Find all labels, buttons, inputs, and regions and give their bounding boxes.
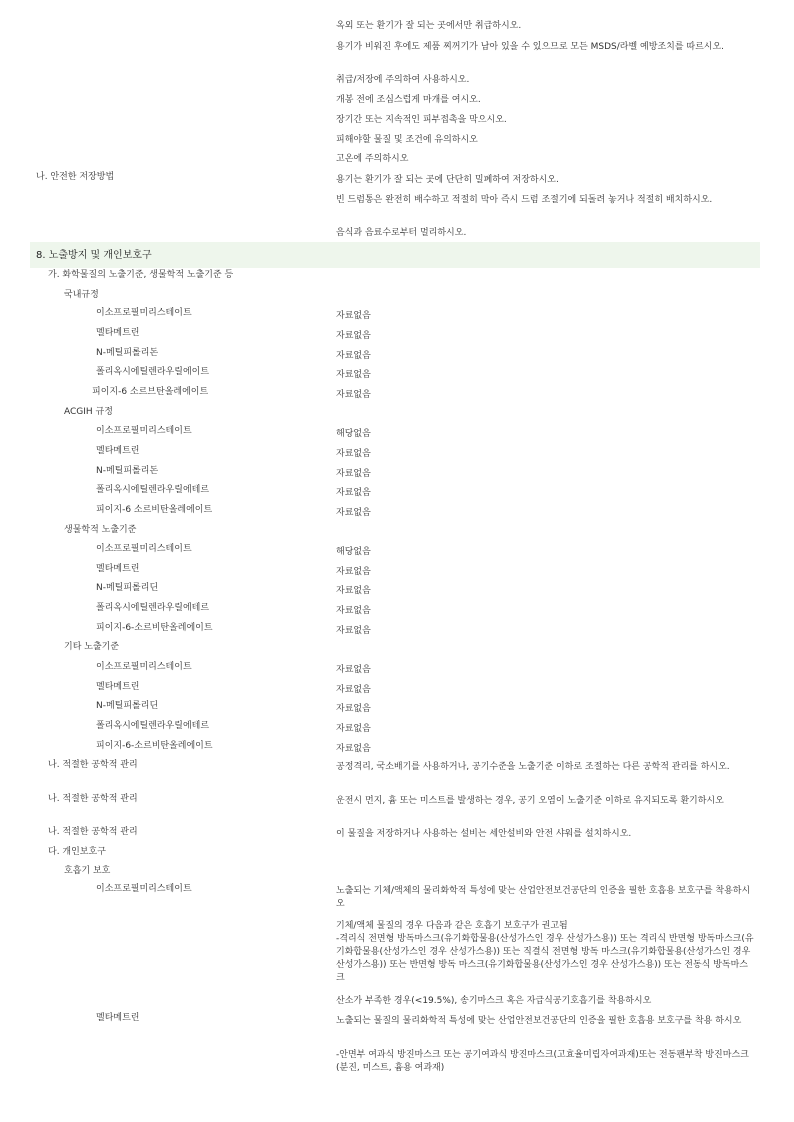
substance-name: 멜타메트린: [96, 564, 140, 574]
engineering-text: 운전시 먼지, 흄 또는 미스트를 발생하는 경우, 공기 오염이 노출기준 이하로 유지되도록 환기하시오: [336, 796, 724, 806]
substance-name: 피이지-6 소르브탄올레에이트: [92, 387, 209, 397]
engineering-label: 나. 적절한 공학적 관리: [48, 827, 138, 837]
handling-text: 피해야할 물질 및 조건에 유의하시오: [336, 135, 478, 145]
substance-name: 이소프로필미리스테이트: [96, 308, 192, 318]
substance-name: N-메틸피롤리딘: [96, 583, 159, 593]
respiratory-text: -안면부 여과식 방진마스크 또는 공기여과식 방진마스크(고효율미립자여과재)또는 전동팬부착 방진마스크(분진, 미스트, 흄용 여과재): [336, 1050, 749, 1073]
substance-value: 자료없음: [336, 390, 371, 400]
substance-name: 폴리옥시에틸렌라우릴에테르: [96, 721, 210, 731]
other-label: 기타 노출기준: [64, 642, 120, 652]
substance-value: 자료없음: [336, 626, 371, 636]
substance-value: 자료없음: [336, 606, 371, 616]
substance-name: 폴리옥시에틸렌라우릴에테르: [96, 603, 210, 613]
section-8-header: [30, 242, 760, 268]
substance-value: 자료없음: [336, 744, 371, 754]
substance-value: 자료없음: [336, 586, 371, 596]
respiratory-text: 기체/액체 물질의 경우 다음과 같은 호흡기 보호구가 권고됨 -격리식 전면형 방독마스크(유기화합물용(산성가스인 경우 산성가스용)) 또는 격리식 반면형 방독마스크(유기화합물용(산성가스인 경우 산성가스용)) 또는 직결식 전면형 방독 마스크(유기화합물용(산성가스인 경우 산성가스용)) 또는 반면형 방독 마스크(유기화합물용(산성가스인 경우 산성가스용)) 또는 전동식 방독마스크: [336, 921, 754, 983]
ppe-heading: 다. 개인보호구: [48, 847, 106, 857]
substance-name: N-메틸피롤리딘: [96, 701, 159, 711]
substance-name: 이소프로필미리스테이트: [96, 426, 192, 436]
handling-text: 취급/저장에 주의하여 사용하시오.: [336, 75, 470, 85]
substance-value: 자료없음: [336, 724, 371, 734]
engineering-label: 나. 적절한 공학적 관리: [48, 794, 138, 804]
substance-value: 해당없음: [336, 547, 371, 557]
substance-name: 멜타메트린: [96, 328, 140, 338]
substance-value: 자료없음: [336, 469, 371, 479]
engineering-label: 나. 적절한 공학적 관리: [48, 760, 138, 770]
storage-text: 빈 드럼통은 완전히 배수하고 적절히 막아 즉시 드럼 조절기에 되돌려 놓거나 적절히 배치하시오.: [336, 195, 713, 205]
handling-text: 고온에 주의하시오: [336, 154, 409, 164]
section-8-title: 8. 노출방지 및 개인보호구: [36, 250, 152, 261]
substance-name: 이소프로필미리스테이트: [96, 662, 192, 672]
substance-value: 자료없음: [336, 370, 371, 380]
storage-text: 용기는 환기가 잘 되는 곳에 단단히 밀폐하여 저장하시오.: [336, 175, 559, 185]
substance-value: 자료없음: [336, 704, 371, 714]
respiratory-text: 산소가 부족한 경우(<19.5%), 송기마스크 혹은 자급식공기호흡기를 착용하시오: [336, 996, 652, 1006]
substance-value: 자료없음: [336, 665, 371, 675]
respiratory-text: 노출되는 물질의 물리화학적 특성에 맞는 산업안전보건공단의 인증을 필한 호흡용 보호구를 착용 하시오: [336, 1016, 742, 1026]
substance-value: 자료없음: [336, 311, 371, 321]
engineering-text: 이 물질을 저장하거나 사용하는 설비는 세안설비와 안전 샤워를 설치하시오.: [336, 829, 632, 839]
engineering-text: 공정격리, 국소배기를 사용하거나, 공기수준을 노출기준 이하로 조절하는 다른 공학적 관리를 하시오.: [336, 762, 730, 772]
substance-value: 자료없음: [336, 488, 371, 498]
respiratory-label: 호흡기 보호: [64, 866, 111, 876]
substance-value: 자료없음: [336, 508, 371, 518]
substance-name: 폴리옥시에틸렌라우릴에테르: [96, 485, 210, 495]
substance-value: 자료없음: [336, 567, 371, 577]
exposure-heading: 가. 화학물질의 노출기준, 생물학적 노출기준 등: [48, 270, 234, 280]
handling-text: 용기가 비워진 후에도 제품 찌꺼기가 남아 있을 수 있으므로 모든 MSDS/라벨 예방조치를 따르시오.: [336, 42, 725, 52]
substance-name: N-메틸피롤리돈: [96, 466, 159, 476]
substance-name: N-메틸피롤리돈: [96, 348, 159, 358]
substance-value: 해당없음: [336, 429, 371, 439]
substance-value: 자료없음: [336, 331, 371, 341]
storage-text: 음식과 음료수로부터 멀리하시오.: [336, 228, 467, 238]
substance-name: 피이지-6 소르비탄올레에이트: [96, 505, 213, 515]
acgih-label: ACGIH 규정: [64, 407, 113, 417]
substance-value: 자료없음: [336, 449, 371, 459]
substance-name: 이소프로필미리스테이트: [96, 544, 192, 554]
substance-name: 폴리옥시에틸렌라우릴에이트: [96, 367, 210, 377]
substance-name: 멜타메트린: [96, 1013, 140, 1023]
substance-name: 멜타메트린: [96, 446, 140, 456]
storage-label: 나. 안전한 저장방법: [36, 172, 115, 182]
substance-name: 피이지-6-소르비탄올레에이트: [96, 741, 213, 751]
substance-name: 피이지-6-소르비탄올레에이트: [96, 623, 213, 633]
domestic-label: 국내규정: [64, 290, 99, 300]
handling-text: 개봉 전에 조심스럽게 마개를 여시오.: [336, 95, 481, 105]
handling-text: 옥외 또는 환기가 잘 되는 곳에서만 취급하시오.: [336, 21, 522, 31]
handling-text: 장기간 또는 지속적인 피부접촉을 막으시오.: [336, 115, 507, 125]
biological-label: 생물학적 노출기준: [64, 525, 137, 535]
substance-value: 자료없음: [336, 351, 371, 361]
substance-name: 멜타메트린: [96, 682, 140, 692]
substance-value: 자료없음: [336, 685, 371, 695]
substance-name: 이소프로필미리스테이트: [96, 884, 192, 894]
respiratory-text: 노출되는 기체/액체의 물리화학적 특성에 맞는 산업안전보건공단의 인증을 필한 호흡용 보호구를 착용하시오: [336, 886, 751, 909]
